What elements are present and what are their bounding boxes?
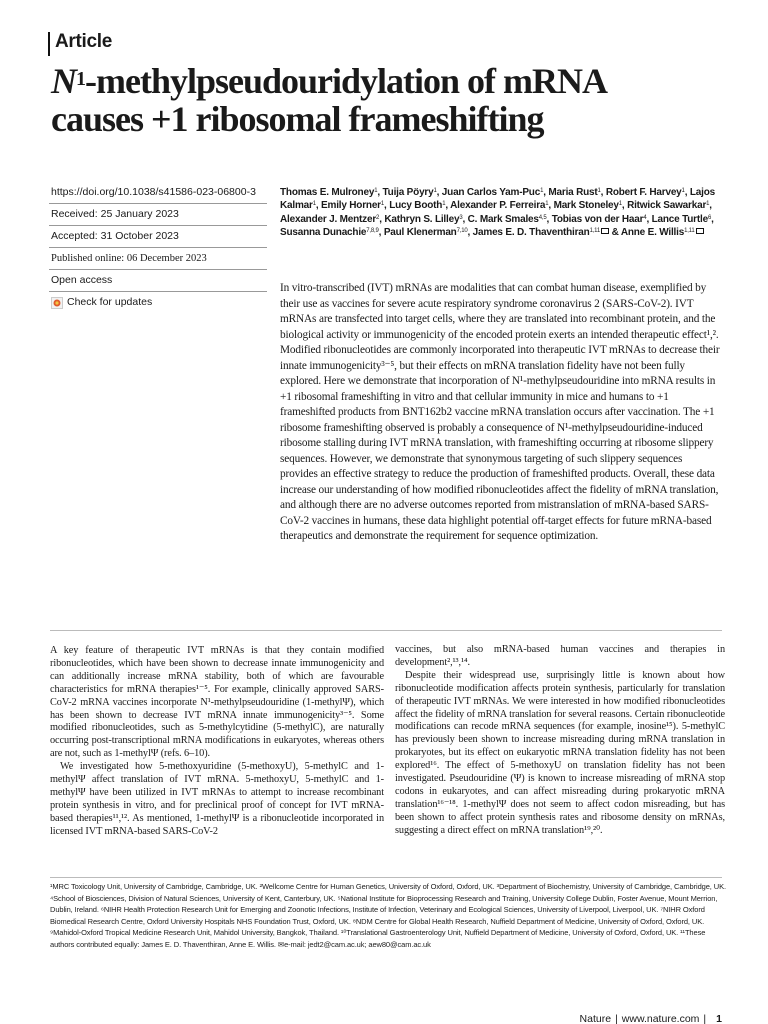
published-date: Published online: 06 December 2023 — [49, 247, 267, 269]
author-name-text: Susanna Dunachie — [280, 226, 367, 238]
author-name[interactable] — [442, 187, 543, 198]
body-paragraph: vaccines, but also mRNA-based human vaccines and therapies in development²,¹³,¹⁴. — [395, 644, 725, 668]
doi-link[interactable]: https://doi.org/10.1038/s41586-023-06800-3 — [51, 186, 256, 198]
section-divider — [50, 630, 722, 631]
check-updates-icon — [51, 297, 63, 309]
author-affiliation: 1 — [618, 201, 622, 208]
accepted-date: Accepted: 31 October 2023 — [49, 225, 267, 247]
title-sup: 1 — [76, 68, 85, 90]
page-footer — [580, 1013, 722, 1024]
article-title — [51, 62, 731, 138]
author-affiliation: 1 — [545, 201, 549, 208]
author-name[interactable] — [383, 187, 437, 198]
email-icon[interactable] — [696, 228, 704, 234]
author-name-text: Lajos Kalmar — [280, 187, 715, 212]
author-name[interactable] — [280, 227, 379, 238]
abstract — [280, 281, 720, 545]
author-name-text: Lucy Booth — [389, 200, 443, 212]
title-line2: causes +1 ribosomal frameshifting — [51, 99, 544, 139]
author-name-text: James E. D. Thaventhiran — [472, 226, 590, 238]
author-affiliation: 1 — [681, 188, 685, 194]
author-name[interactable] — [548, 187, 600, 198]
author-affiliation: 4 — [643, 214, 647, 221]
footer-separator: | — [703, 1013, 707, 1024]
author-name[interactable] — [450, 200, 548, 211]
author-affiliation: 1 — [374, 188, 378, 194]
title-line1-rest: -methylpseudouridylation of mRNA — [85, 61, 608, 101]
author-name-text: Lance Turtle — [651, 213, 708, 225]
author-name-text: Paul Klenerman — [383, 226, 457, 238]
body-paragraph: We investigated how 5-methoxyuridine (5-methoxyU), 5-methylC and 1-methylΨ affect translation of IVT mRNA. 5-methoxyU, 5-methylC and 1-methylΨ have been utilized in IVT mRNAs to attempt to increase recombinant protein synthesis in vitro, and for preclinical proof of concept for IVT mRNA-based therapies¹¹,¹². As mentioned, 1-methylΨ is a ribonucleotide incorporated in licensed IVT mRNA-based SARS-CoV-2 — [50, 761, 384, 837]
author-name[interactable] — [468, 214, 547, 225]
author-affiliation: 6 — [707, 214, 712, 221]
author-affiliation: 1 — [706, 201, 710, 208]
author-name[interactable] — [321, 200, 384, 211]
abstract-text: In vitro-transcribed (IVT) mRNAs are modalities that can combat human disease, exemplified by their use as vaccines for severe acute respiratory syndrome coronavirus 2 (SARS-CoV-2). IVT mRNAs are transfected into target cells, where they are translated into recombinant protein, and the biological activity or immunogenicity of the encoded protein exerts an intended therapeutic effect¹,². Modified ribonucleotides are commonly incorporated into therapeutic IVT mRNAs to decrease their innate immunogenicity³⁻⁵, but their effects on mRNA translation fidelity have not been fully explored. Here we demonstrate that incorporation of N¹-methylpseudouridine into mRNA results in +1 ribosomal frameshifting in vitro and that cellular immunity in mice and humans to +1 frameshifted products from BNT162b2 vaccine mRNA translation occurs after vaccination. The +1 ribosome frameshifting observed is probably a consequence of N¹-methylpseudouridine-induced ribosome stalling during IVT mRNA translation, with frameshifting occurring at ribosome slippery sequences. However, we demonstrate that synonymous targeting of such slippery sequences provides an effective strategy to reduce the production of frameshifted products. Overall, these data increase our understanding of how modified ribonucleotides affect the fidelity of mRNA translation, and although there are no adverse outcomes reported from mistranslation of mRNA-based SARS-CoV-2 vaccines in humans, these data highlight potential off-target effects for future mRNA-based therapeutics and demonstrate the requirement for sequence optimization. — [280, 282, 720, 542]
body-paragraph: A key feature of therapeutic IVT mRNAs is that they contain modified ribonucleotides, which have been shown to decrease innate immunogenicity and can additionally increase mRNA stability, both of which are favourable characteristics for mRNA therapies¹⁻⁵. For example, clinically approved SARS-CoV-2 mRNA vaccines incorporate N¹-methylpseudouridine (1-methylΨ), which has been shown to decrease IVT mRNA innate immunogenicity³⁻⁵. Some modified ribonucleotides, such as 5-methylcytidine (5-methylC), are naturally occurring post-transcriptional mRNA modifications in eukaryotes, whereas others are not, such as 1-methylΨ (refs. 6–10). — [50, 645, 384, 760]
author-name-text: Kathryn S. Lilley — [384, 213, 460, 225]
author-name[interactable] — [280, 214, 379, 225]
author-affiliation: 1 — [312, 201, 316, 208]
author-name-text: Robert F. Harvey — [605, 187, 682, 198]
author-name-text: Tobias von der Haar — [551, 213, 644, 225]
author-name-text: Tuija Pöyry — [382, 187, 434, 198]
author-name-text: Maria Rust — [548, 187, 598, 198]
received-date: Received: 25 January 2023 — [49, 203, 267, 225]
author-name-text: Emily Horner — [321, 200, 381, 212]
author-name[interactable] — [280, 187, 377, 198]
author-name[interactable] — [621, 227, 704, 238]
author-affiliation: 7,8,9 — [366, 227, 379, 234]
author-name[interactable] — [554, 200, 622, 211]
title-n: N — [51, 61, 76, 101]
author-name-text: Juan Carlos Yam-Puc — [441, 187, 541, 198]
check-for-updates-link[interactable] — [49, 291, 267, 313]
author-list: Thomas E. Mulroney$^1$, Tuija Pöyry$^1$, Juan Carlos Yam-Puc$^1$, Maria Rust$^1$, Robert F. Harvey$^1$, Lajos Kalmar$^1$, Emily Horner$^1$, Lucy Booth$^1$, Alexander P. Ferreira$^1$, Mark Stoneley$^1$, Ritwick Sawarkar$^1$, Alexander J. Mentzer$^2$, Kathryn S. Lilley$^3$, C. Mark Smales$^{4,5}$, Tobias von der Haar$^4$, Lance Turtle$^6$, Susanna Dunachie$^{7,8,9}$, Paul Klenerman$^{7,10}$, James E. D. Thaventhiran$^{1,11}$ & Anne E. Willis$^{1,11}$ — [280, 187, 715, 238]
affiliations-footnotes: ¹MRC Toxicology Unit, University of Cambridge, Cambridge, UK. ²Wellcome Centre for Human Genetics, University of Oxford, Oxford, UK. ³Department of Biochemistry, University of Cambridge, Cambridge, UK. ⁴School of Biosciences, Division of Natural Sciences, University of Kent, Canterbury, UK. ⁵National Institute for Bioprocessing Research and Training, University College Dublin, Foster Avenue, Mount Merrion, Dublin, Ireland. ⁶NIHR Health Protection Research Unit for Emerging and Zoonotic Infections, Institute of Infection, Veterinary and Ecological Sciences, University of Liverpool, Liverpool, UK. ⁷NIHR Oxford Biomedical Research Centre, Oxford University Hospitals NHS Foundation Trust, Oxford, UK. ⁸NDM Centre for Global Health Research, Nuffield Department of Medicine, University of Oxford, Oxford, UK. ⁹Mahidol-Oxford Tropical Medicine Research Unit, Mahidol University, Bangkok, Thailand. ¹⁰Translational Gastroenterology Unit, Nuffield Department of Medicine, University of Oxford, Oxford, UK. ¹¹These authors contributed equally: James E. D. Thaventhiran, Anne E. Willis. ✉e-mail: jedt2@cam.ac.uk; aew80@cam.ac.uk — [50, 882, 726, 949]
author-affiliation: 1 — [540, 188, 544, 194]
page-number: 1 — [716, 1013, 722, 1024]
email-icon[interactable] — [601, 228, 609, 234]
author-affiliation: 1 — [597, 188, 601, 194]
footnote-divider — [50, 877, 722, 878]
author-name[interactable] — [652, 214, 711, 225]
author-affiliation: 2 — [376, 214, 380, 221]
author-name-text: Ritwick Sawarkar — [627, 200, 707, 212]
body-paragraph: Despite their widespread use, surprisingly little is known about how ribonucleotide modification affects protein synthesis, particularly for translation of therapeutic IVT mRNAs. We were interested in how modified ribonucleotides affect the fidelity of mRNA translation for several reasons. Certain ribonucleotide modifications can recode mRNA sequences (for example, inosine¹⁵). 5-methylC has previously been shown to increase misreading during mRNA translation in prokaryotes, but its effect on eukaryotic mRNA translation fidelity has not been explored¹⁶. The effect of 5-methoxyU on translation fidelity has not been investigated. Pseudouridine (Ψ) is known to increase misreading of mRNA stop codons in eukaryotes, and can affect misreading during prokaryotic mRNA translation¹⁶⁻¹⁸. 1-methylΨ does not seem to affect codon misreading, but has been shown to affect protein synthesis rates and ribosome density on mRNAs, suggesting a direct effect on mRNA translation¹⁹,²⁰. — [395, 669, 725, 836]
author-affiliation: 3 — [459, 214, 463, 221]
author-affiliation: 1 — [442, 201, 446, 208]
author-name-text: Thomas E. Mulroney — [280, 187, 375, 198]
author-name[interactable] — [627, 200, 709, 211]
author-name[interactable] — [384, 214, 462, 225]
author-affiliation: 1 — [380, 201, 385, 208]
author-name-text: Alexander J. Mentzer — [280, 213, 377, 225]
journal-name: Nature — [579, 1013, 612, 1024]
article-meta — [49, 182, 267, 313]
author-affiliation: 1 — [433, 188, 437, 194]
section-label: Article — [55, 31, 113, 52]
author-name[interactable] — [384, 227, 468, 238]
author-affiliation: 1,11 — [589, 227, 601, 234]
author-affiliation: 7,10 — [456, 227, 468, 234]
author-affiliation: 4,5 — [538, 214, 547, 221]
author-name-text: Alexander P. Ferreira — [450, 200, 546, 212]
author-name-text: Mark Stoneley — [553, 200, 619, 212]
author-affiliation: 1,11 — [684, 227, 695, 234]
author-name[interactable] — [389, 200, 445, 211]
footer-separator: | — [615, 1013, 618, 1024]
author-name[interactable] — [473, 227, 609, 238]
body-column-left — [50, 645, 384, 839]
author-name[interactable] — [552, 214, 647, 225]
body-column-right — [395, 644, 725, 838]
author-name-text: C. Mark Smales — [467, 213, 539, 225]
author-name-text: Anne E. Willis — [620, 226, 685, 238]
check-updates-label: Check for updates — [67, 296, 153, 308]
header-rule — [48, 32, 50, 56]
author-name[interactable] — [606, 187, 685, 198]
journal-url[interactable]: www.nature.com — [621, 1013, 700, 1024]
open-access-label: Open access — [49, 269, 267, 291]
